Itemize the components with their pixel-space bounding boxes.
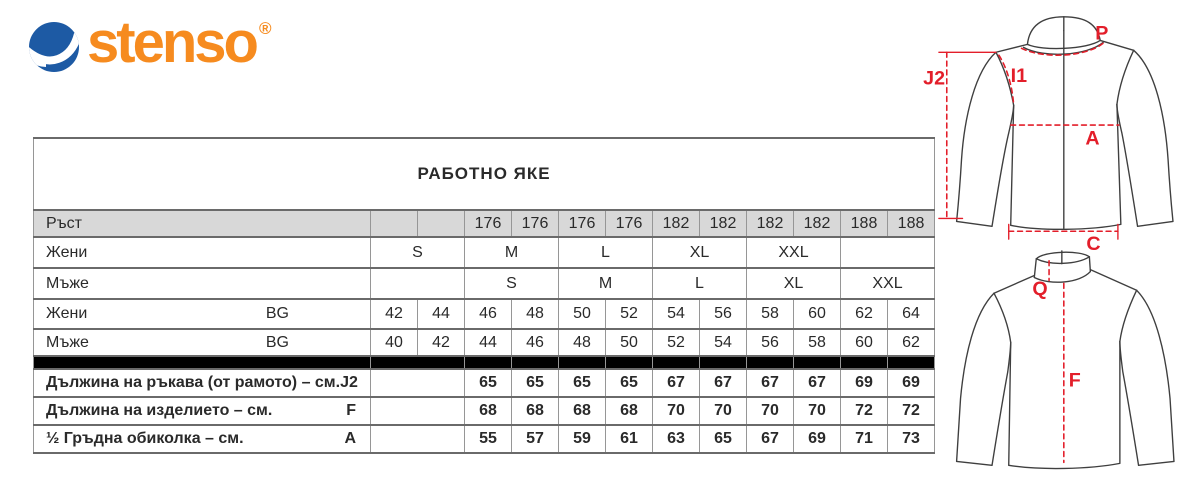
dim-label-C: C <box>1086 232 1101 255</box>
size-cell: L <box>653 268 747 299</box>
men-bg-row <box>34 329 935 356</box>
size-cell: 58 <box>747 299 794 329</box>
size-cell: M <box>559 268 653 299</box>
size-cell: 182 <box>700 210 747 237</box>
back-jacket-drawing <box>957 251 1174 469</box>
size-cell: 54 <box>700 329 747 356</box>
size-cell: 65 <box>512 369 559 397</box>
registered-mark: ® <box>258 19 272 38</box>
size-cell: 72 <box>888 397 935 425</box>
size-cell: 44 <box>465 329 512 356</box>
size-cell <box>371 210 418 237</box>
size-cell: XL <box>747 268 841 299</box>
size-cell: 46 <box>512 329 559 356</box>
size-cell: 70 <box>747 397 794 425</box>
size-cell: 52 <box>653 329 700 356</box>
size-cell: 54 <box>653 299 700 329</box>
size-cell: 182 <box>794 210 841 237</box>
size-cell: S <box>371 237 465 268</box>
size-cell: 63 <box>653 425 700 453</box>
dim-code: F <box>346 402 356 419</box>
row-label: Мъже BG <box>34 329 371 356</box>
size-cell: 50 <box>606 329 653 356</box>
size-cell: 42 <box>371 299 418 329</box>
separator-bar <box>34 356 935 369</box>
size-table <box>33 137 935 454</box>
row-label: Дължина на изделието – см. F <box>34 397 371 425</box>
women-sizes-row <box>34 237 935 268</box>
size-cell: 64 <box>888 299 935 329</box>
size-cell: 59 <box>559 425 606 453</box>
size-cell: 67 <box>700 369 747 397</box>
size-cell: 68 <box>465 397 512 425</box>
row-label: Мъже <box>34 268 371 299</box>
size-cell: 70 <box>700 397 747 425</box>
size-cell: 188 <box>888 210 935 237</box>
bg-code: BG <box>265 305 289 322</box>
row-label: Жени BG <box>34 299 371 329</box>
jacket-diagrams <box>915 8 1190 486</box>
size-cell: 65 <box>559 369 606 397</box>
size-cell: L <box>559 237 653 268</box>
dim-label-I1: I1 <box>1010 64 1028 87</box>
size-cell: 57 <box>512 425 559 453</box>
bg-code: BG <box>265 333 289 351</box>
size-cell: 40 <box>371 329 418 356</box>
size-cell: 69 <box>841 369 888 397</box>
dim-label-F: F <box>1068 369 1081 392</box>
size-cell: 176 <box>606 210 653 237</box>
dim-I1 <box>999 55 1027 105</box>
height-row <box>34 210 935 237</box>
size-cell: 70 <box>794 397 841 425</box>
size-cell: 71 <box>841 425 888 453</box>
dim-A <box>1011 125 1119 150</box>
size-cell: 48 <box>559 329 606 356</box>
size-cell: 182 <box>653 210 700 237</box>
size-cell: 62 <box>841 299 888 329</box>
size-cell: 42 <box>418 329 465 356</box>
size-cell: XXL <box>747 237 841 268</box>
size-cell: 69 <box>794 425 841 453</box>
dim-code: A <box>344 430 356 447</box>
size-cell: 50 <box>559 299 606 329</box>
size-cell: 65 <box>606 369 653 397</box>
size-cell: 69 <box>888 369 935 397</box>
men-sizes-row <box>34 268 935 299</box>
size-cell <box>418 210 465 237</box>
size-cell: 68 <box>512 397 559 425</box>
size-cell: 72 <box>841 397 888 425</box>
size-cell: 65 <box>700 425 747 453</box>
size-cell: 188 <box>841 210 888 237</box>
size-cell: 46 <box>465 299 512 329</box>
size-cell: M <box>465 237 559 268</box>
size-cell: 176 <box>465 210 512 237</box>
size-cell: 58 <box>794 329 841 356</box>
chest-row <box>34 425 935 453</box>
size-cell: 67 <box>653 369 700 397</box>
sleeve-length-row <box>34 369 935 397</box>
row-label: ½ Гръдна обиколка – см. A <box>34 425 371 453</box>
dim-label-J2: J2 <box>923 67 946 90</box>
dim-label-A: A <box>1085 127 1100 150</box>
dim-code: J2 <box>340 374 358 391</box>
size-cell: 182 <box>747 210 794 237</box>
size-cell: 68 <box>606 397 653 425</box>
row-label: Ръст <box>34 210 371 237</box>
size-cell: 67 <box>747 369 794 397</box>
garment-length-row <box>34 397 935 425</box>
size-cell: 68 <box>559 397 606 425</box>
size-cell: 61 <box>606 425 653 453</box>
stenso-logo <box>28 10 272 75</box>
size-cell <box>371 397 465 425</box>
size-cell: 44 <box>418 299 465 329</box>
table-title-row <box>34 138 935 210</box>
size-cell: 56 <box>700 299 747 329</box>
size-cell: XXL <box>841 268 935 299</box>
size-cell <box>371 425 465 453</box>
table-title: РАБОТНО ЯКЕ <box>34 138 935 210</box>
size-cell: XL <box>653 237 747 268</box>
size-cell: 70 <box>653 397 700 425</box>
size-cell: 56 <box>747 329 794 356</box>
size-cell: 55 <box>465 425 512 453</box>
size-cell: 65 <box>465 369 512 397</box>
women-bg-row <box>34 299 935 329</box>
size-cell <box>371 369 465 397</box>
row-label: Дължина на ръкава (от рамото) – см. J2 <box>34 369 371 397</box>
front-jacket-drawing <box>957 17 1173 229</box>
size-cell: S <box>465 268 559 299</box>
size-cell: 60 <box>794 299 841 329</box>
size-cell: 176 <box>559 210 606 237</box>
globe-icon <box>28 21 80 73</box>
row-label: Жени <box>34 237 371 268</box>
size-cell: 67 <box>747 425 794 453</box>
size-cell: 62 <box>888 329 935 356</box>
size-cell: 67 <box>794 369 841 397</box>
dim-label-Q: Q <box>1032 278 1048 301</box>
brand-wordmark: stenso <box>87 10 256 75</box>
dim-F <box>1064 283 1081 462</box>
size-cell <box>371 268 465 299</box>
size-cell: 176 <box>512 210 559 237</box>
size-cell: 73 <box>888 425 935 453</box>
size-cell: 60 <box>841 329 888 356</box>
size-cell: 48 <box>512 299 559 329</box>
dim-label-P: P <box>1095 22 1109 45</box>
size-cell: 52 <box>606 299 653 329</box>
